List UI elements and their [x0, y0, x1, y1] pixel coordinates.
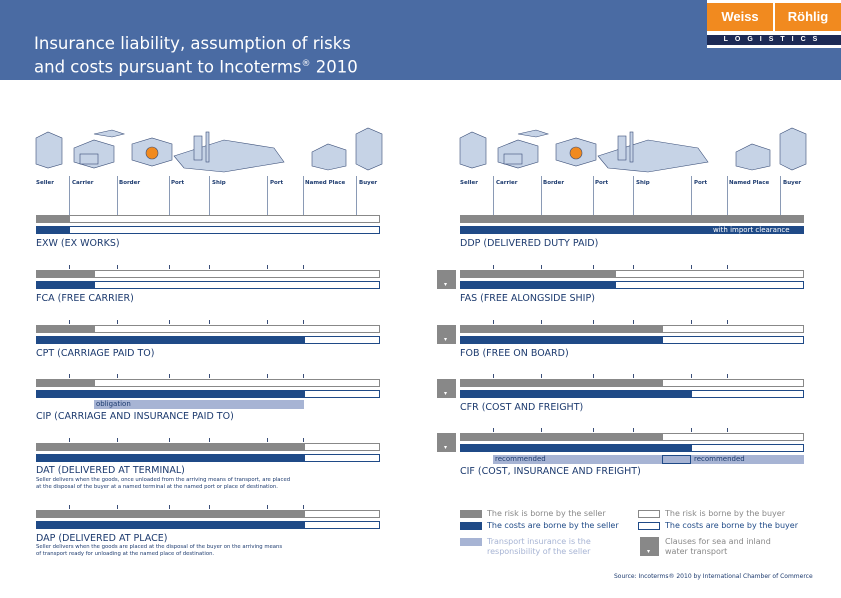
guide-line	[541, 176, 542, 216]
risk-seller-bar	[460, 215, 804, 223]
location-label: Border	[543, 180, 565, 186]
tick-mark	[267, 265, 268, 269]
costs-buyer-bar	[304, 390, 380, 398]
costs-seller-bar	[36, 454, 304, 462]
company-logo	[707, 0, 841, 48]
location-label: Port	[171, 180, 185, 186]
incoterm-label: FAS (FREE ALONGSIDE SHIP)	[460, 293, 595, 304]
tick-mark	[691, 320, 692, 324]
tick-mark	[303, 505, 304, 509]
legend-swatch-costs-buyer	[638, 522, 660, 530]
costs-buyer-bar	[615, 281, 804, 289]
risk-seller-bar	[36, 270, 94, 278]
insurance-label: recommended	[694, 455, 745, 463]
legend-costs-buyer: The costs are borne by the buyer	[665, 521, 798, 530]
incoterm-description: Seller delivers when the goods are placed at the disposal of the buyer on the arriving means	[36, 544, 283, 550]
guide-line	[303, 176, 304, 216]
costs-seller-bar	[36, 390, 304, 398]
sea-clause-marker-icon: ▾	[437, 325, 456, 344]
sea-clause-marker-icon: ▾	[437, 433, 456, 452]
tick-mark	[541, 374, 542, 378]
risk-buyer-bar	[69, 215, 380, 223]
location-label: Buyer	[783, 180, 802, 186]
tick-mark	[267, 374, 268, 378]
tick-mark	[169, 374, 170, 378]
risk-seller-bar	[460, 325, 662, 333]
location-label: Buyer	[359, 180, 378, 186]
tick-mark	[633, 428, 634, 432]
tick-mark	[593, 428, 594, 432]
risk-seller-bar	[36, 215, 69, 223]
tick-mark	[493, 374, 494, 378]
insurance-label: obligation	[96, 400, 131, 408]
tick-mark	[117, 438, 118, 442]
risk-seller-bar	[460, 270, 615, 278]
legend-swatch-costs-seller	[460, 522, 482, 530]
tick-mark	[267, 505, 268, 509]
tick-mark	[727, 374, 728, 378]
tick-mark	[169, 320, 170, 324]
tick-mark	[691, 374, 692, 378]
location-label: Named Place	[729, 180, 770, 186]
costs-buyer-bar	[662, 336, 804, 344]
page-title	[34, 33, 358, 78]
risk-seller-bar	[36, 510, 304, 518]
tick-mark	[117, 374, 118, 378]
incoterm-description: Seller delivers when the goods, once unloaded from the arriving means of transport, are placed	[36, 477, 291, 483]
legend-insurance-2: responsibility of the seller	[487, 547, 591, 556]
costs-buyer-bar	[304, 521, 380, 529]
guide-line	[691, 176, 692, 216]
legend-swatch-risk-buyer	[638, 510, 660, 518]
logo-rohlig: Röhlig	[775, 3, 841, 31]
tick-mark	[593, 320, 594, 324]
tick-mark	[633, 320, 634, 324]
risk-buyer-bar	[662, 325, 804, 333]
incoterm-label: FCA (FREE CARRIER)	[36, 293, 134, 304]
guide-line	[169, 176, 170, 216]
tick-mark	[209, 374, 210, 378]
incoterm-label: CPT (CARRIAGE PAID TO)	[36, 348, 155, 359]
tick-mark	[69, 438, 70, 442]
tick-mark	[303, 438, 304, 442]
legend-swatch-risk-seller	[460, 510, 482, 518]
tick-mark	[541, 428, 542, 432]
tick-mark	[727, 320, 728, 324]
tick-mark	[633, 374, 634, 378]
tick-mark	[69, 374, 70, 378]
costs-buyer-bar	[304, 336, 380, 344]
risk-seller-bar	[36, 325, 94, 333]
tick-mark	[69, 265, 70, 269]
tick-mark	[117, 265, 118, 269]
costs-seller-bar	[460, 444, 691, 452]
risk-buyer-bar	[304, 510, 380, 518]
legend-risk-seller: The risk is borne by the seller	[487, 509, 606, 518]
risk-buyer-bar	[304, 443, 380, 451]
tick-mark	[493, 428, 494, 432]
location-label: Named Place	[305, 180, 346, 186]
sea-clause-marker-icon: ▾	[437, 379, 456, 398]
guide-line	[69, 176, 70, 216]
logo-weiss: Weiss	[707, 3, 773, 31]
transport-scene-right-illustration	[458, 126, 808, 174]
tick-mark	[169, 265, 170, 269]
incoterm-label: CIF (COST, INSURANCE AND FREIGHT)	[460, 466, 641, 477]
guide-line	[356, 176, 357, 216]
tick-mark	[303, 265, 304, 269]
risk-seller-bar	[460, 379, 662, 387]
import-clearance-note: with import clearance	[713, 226, 790, 234]
location-label: Ship	[212, 180, 226, 186]
tick-mark	[169, 505, 170, 509]
tick-mark	[117, 320, 118, 324]
tick-mark	[691, 428, 692, 432]
tick-mark	[633, 265, 634, 269]
tick-mark	[209, 438, 210, 442]
risk-seller-bar	[36, 379, 94, 387]
tick-mark	[169, 438, 170, 442]
legend-clause-marker-icon: ▾	[640, 537, 659, 556]
tick-mark	[727, 265, 728, 269]
legend-clauses-2: water transport	[665, 547, 728, 556]
tick-mark	[69, 505, 70, 509]
legend-clauses-1: Clauses for sea and inland	[665, 537, 771, 546]
guide-line	[267, 176, 268, 216]
tick-mark	[593, 265, 594, 269]
tick-mark	[541, 320, 542, 324]
tick-mark	[117, 505, 118, 509]
insurance-bar-divider	[662, 455, 691, 464]
incoterm-label: DAP (DELIVERED AT PLACE)	[36, 533, 168, 544]
guide-line	[780, 176, 781, 216]
guide-line	[117, 176, 118, 216]
tick-mark	[727, 428, 728, 432]
location-label: Seller	[36, 180, 54, 186]
location-label: Port	[595, 180, 609, 186]
costs-seller-bar	[36, 521, 304, 529]
costs-buyer-bar	[691, 444, 804, 452]
legend-risk-buyer: The risk is borne by the buyer	[665, 509, 785, 518]
costs-seller-bar	[460, 390, 691, 398]
incoterm-label: DDP (DELIVERED DUTY PAID)	[460, 238, 599, 249]
incoterm-description: of transport ready for unloading at the named place of destination.	[36, 551, 215, 557]
sea-clause-marker-icon: ▾	[437, 270, 456, 289]
tick-mark	[541, 265, 542, 269]
costs-seller-bar	[460, 336, 662, 344]
costs-seller-bar	[36, 336, 304, 344]
risk-buyer-bar	[662, 379, 804, 387]
risk-buyer-bar	[94, 325, 380, 333]
tick-mark	[209, 320, 210, 324]
incoterm-label: CIP (CARRIAGE AND INSURANCE PAID TO)	[36, 411, 234, 422]
source-note: Source: Incoterms® 2010 by International Chamber of Commerce	[614, 573, 813, 580]
risk-buyer-bar	[94, 270, 380, 278]
risk-seller-bar	[36, 443, 304, 451]
guide-line	[633, 176, 634, 216]
location-label: Ship	[636, 180, 650, 186]
location-label: Border	[119, 180, 141, 186]
tick-mark	[493, 320, 494, 324]
costs-buyer-bar	[69, 226, 380, 234]
costs-buyer-bar	[304, 454, 380, 462]
risk-seller-bar	[460, 433, 662, 441]
insurance-label: recommended	[495, 455, 546, 463]
location-label: Port	[694, 180, 708, 186]
logo-logistics: LOGISTICS	[723, 36, 825, 43]
tick-mark	[493, 265, 494, 269]
transport-scene-left-illustration	[34, 126, 384, 174]
tick-mark	[267, 320, 268, 324]
legend-insurance-1: Transport insurance is the	[487, 537, 591, 546]
incoterm-label: CFR (COST AND FREIGHT)	[460, 402, 584, 413]
tick-mark	[303, 374, 304, 378]
tick-mark	[209, 505, 210, 509]
tick-mark	[69, 320, 70, 324]
guide-line	[727, 176, 728, 216]
tick-mark	[303, 320, 304, 324]
tick-mark	[267, 438, 268, 442]
guide-line	[493, 176, 494, 216]
legend-swatch-insurance	[460, 538, 482, 546]
tick-mark	[593, 374, 594, 378]
incoterm-description: at the disposal of the buyer at a named terminal at the named port or place of destination.	[36, 484, 278, 490]
incoterm-label: EXW (EX WORKS)	[36, 238, 120, 249]
risk-buyer-bar	[662, 433, 804, 441]
costs-seller-bar	[460, 281, 615, 289]
risk-buyer-bar	[94, 379, 380, 387]
tick-mark	[209, 265, 210, 269]
incoterm-label: DAT (DELIVERED AT TERMINAL)	[36, 465, 185, 476]
costs-seller-bar	[36, 226, 69, 234]
title-line-2: and costs pursuant to Incoterms® 2010	[34, 57, 358, 77]
location-label: Seller	[460, 180, 478, 186]
costs-seller-bar	[36, 281, 94, 289]
incoterm-label: FOB (FREE ON BOARD)	[460, 348, 569, 359]
location-label: Carrier	[72, 180, 94, 186]
location-label: Port	[270, 180, 284, 186]
tick-mark	[691, 265, 692, 269]
guide-line	[593, 176, 594, 216]
title-line-1: Insurance liability, assumption of risks	[34, 34, 351, 53]
location-label: Carrier	[496, 180, 518, 186]
legend-costs-seller: The costs are borne by the seller	[487, 521, 619, 530]
risk-buyer-bar	[615, 270, 804, 278]
costs-buyer-bar	[691, 390, 804, 398]
guide-line	[209, 176, 210, 216]
costs-buyer-bar	[94, 281, 380, 289]
